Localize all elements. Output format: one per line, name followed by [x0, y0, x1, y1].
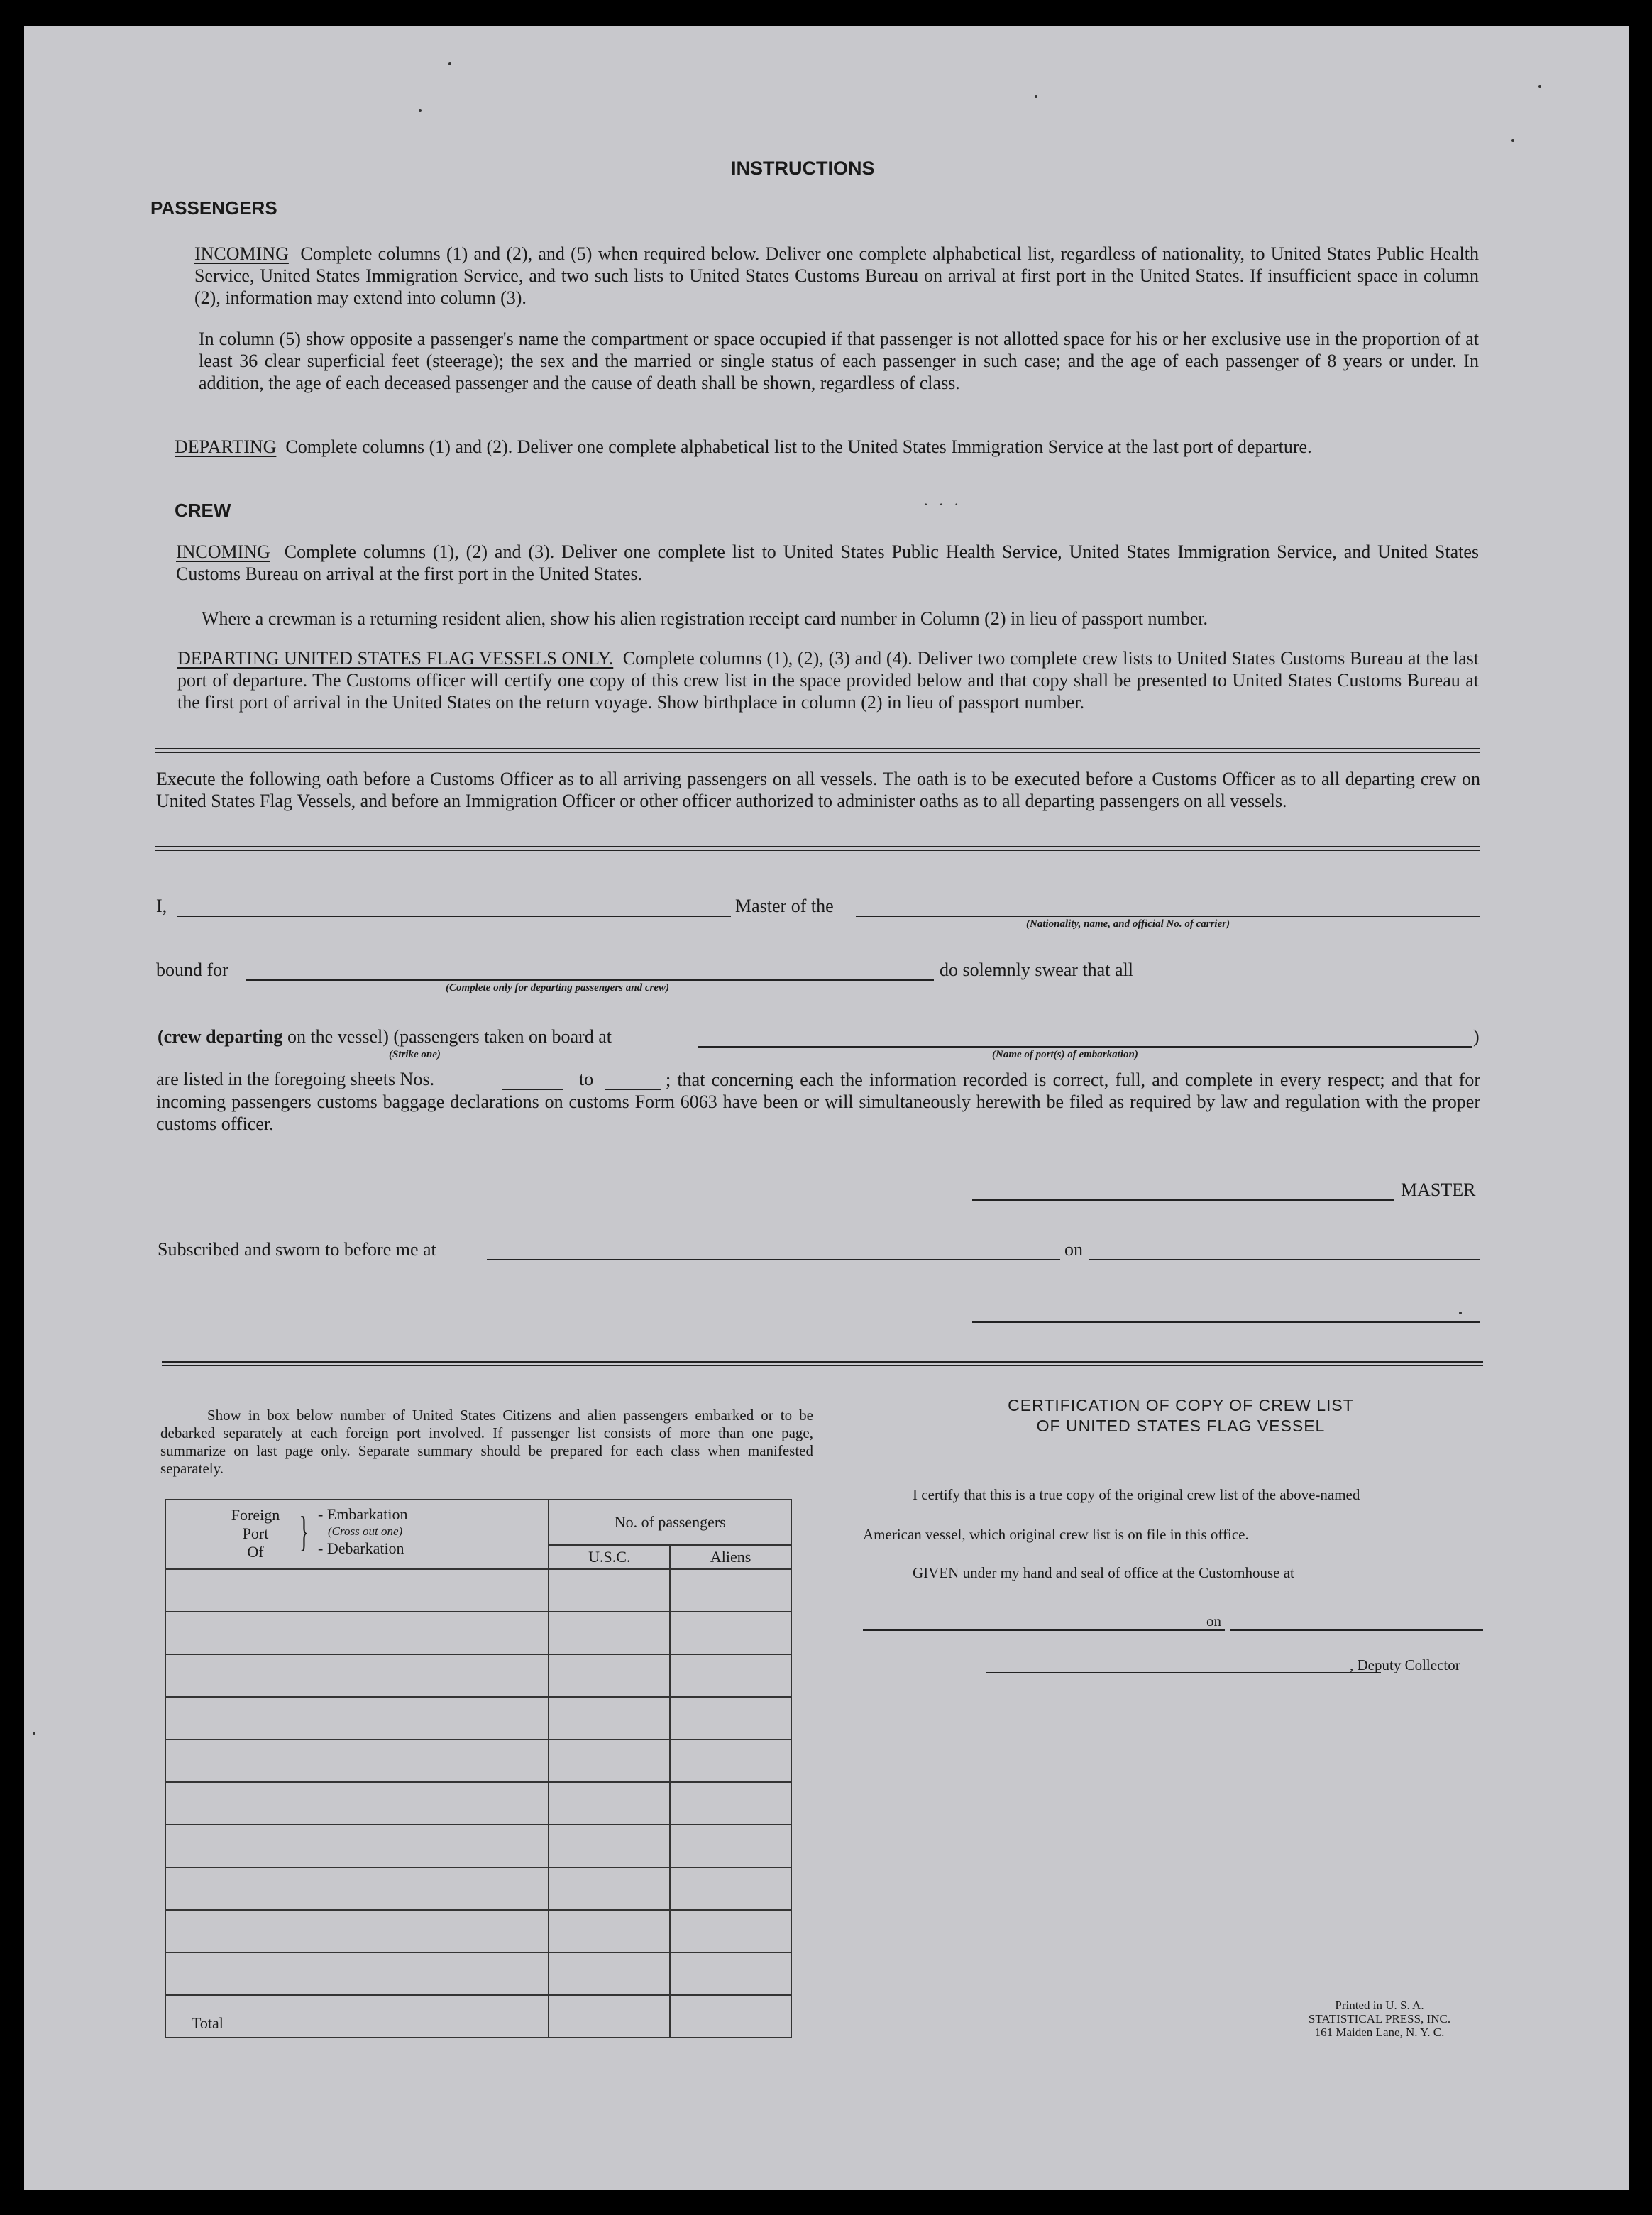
given-line: GIVEN under my hand and seal of office at the Customhouse at	[913, 1564, 1294, 1581]
master-name-field[interactable]	[177, 916, 731, 917]
aliens-cell[interactable]	[670, 1782, 791, 1825]
port-cell[interactable]	[165, 1569, 549, 1612]
usc-cell[interactable]	[549, 1782, 670, 1825]
port-cell[interactable]	[165, 1782, 549, 1825]
officer-signature-field[interactable]	[972, 1321, 1480, 1323]
printer-imprint	[1287, 1999, 1472, 2039]
oath-i-label: I,	[156, 896, 167, 916]
divider-line	[155, 748, 1480, 753]
sworn-on-label: on	[1064, 1239, 1083, 1260]
crew-departing-paragraph	[177, 647, 1479, 713]
ports-caption: (Name of port(s) of embarkation)	[992, 1049, 1138, 1060]
deputy-signature-field[interactable]	[986, 1672, 1381, 1673]
summary-instructions: Show in box below number of United States Citizens and alien passengers embarked or to be debarked separately at each foreign port involved. If passenger list consists of more than one page, summarize on last page only. Separate summary should be prepared for each class when manifested separately.	[160, 1407, 813, 1477]
aliens-cell[interactable]	[670, 1612, 791, 1654]
deputy-collector-label: , Deputy Collector	[1350, 1656, 1460, 1673]
port-label: Port	[242, 1524, 269, 1542]
sworn-date-field[interactable]	[1089, 1259, 1480, 1260]
bound-for-caption: (Complete only for departing passengers and crew)	[446, 982, 669, 994]
aliens-total-cell[interactable]	[670, 1995, 791, 2038]
swear-text: do solemnly swear that all	[940, 960, 1133, 980]
speck-mark	[419, 109, 422, 112]
port-cell[interactable]	[165, 1910, 549, 1952]
sworn-place-field[interactable]	[487, 1259, 1060, 1260]
port-cell[interactable]	[165, 1654, 549, 1697]
port-cell[interactable]	[165, 1697, 549, 1739]
customhouse-field[interactable]	[863, 1629, 1225, 1631]
speck-mark	[448, 62, 451, 65]
usc-cell[interactable]	[549, 1654, 670, 1697]
passengers-departing-text: Complete columns (1) and (2). Deliver one complete alphabetical list to the United States Immigration Service at the last port of departure.	[285, 436, 1312, 457]
speck-mark	[1511, 139, 1514, 142]
passengers-taken-option: (passengers taken on board at	[393, 1026, 612, 1047]
crew-departing-option: (crew departing	[158, 1026, 283, 1047]
crew-departing-text: Complete columns (1), (2), (3) and (4). Deliver two complete crew lists to United States Customs Bureau at the last port of departure. The Customs officer will certify one copy of this crew list in the space provided below and that copy shall be presented to United States Customs Bureau at the first port of arrival in the United States on the return voyage. Show birthplace in column (2) in lieu of passport number.	[177, 648, 1479, 713]
passengers-incoming-text: Complete columns (1) and (2), and (5) when required below. Deliver one complete alphabetical list, regardless of nationality, to United States Public Health Service, United States Immigration Service, and two such lists to United States Customs Bureau on arrival at first port in the United States. If insufficient space in column (2), information may extend into column (3).	[194, 243, 1480, 308]
certify-line1: I certify that this is a true copy of the original crew list of the above-named	[913, 1486, 1360, 1503]
speck-mark	[1538, 85, 1541, 88]
master-signature-field[interactable]	[972, 1199, 1394, 1201]
aliens-cell[interactable]	[670, 1739, 791, 1782]
port-cell[interactable]	[165, 1825, 549, 1867]
close-paren: )	[1473, 1026, 1480, 1047]
cross-out-caption: (Cross out one)	[328, 1524, 403, 1538]
foreign-label: Foreign	[231, 1506, 280, 1524]
foreign-port-header	[165, 1500, 549, 1569]
debarkation-option: - Debarkation	[318, 1539, 404, 1557]
usc-cell[interactable]	[549, 1952, 670, 1995]
speck-mark	[33, 1732, 35, 1735]
certification-title	[876, 1395, 1486, 1436]
incoming-label: INCOMING	[194, 243, 289, 264]
no-of-passengers-header: No. of passengers	[549, 1500, 791, 1545]
port-cell[interactable]	[165, 1867, 549, 1910]
of-label: Of	[247, 1543, 264, 1561]
crew-resident-paragraph: Where a crewman is a returning resident alien, show his alien registration receipt card number in Column (2) in lieu of passport number.	[202, 608, 1208, 629]
usc-cell[interactable]	[549, 1867, 670, 1910]
usc-cell[interactable]	[549, 1739, 670, 1782]
embarkation-port-field[interactable]	[698, 1046, 1472, 1048]
crew-departing-label: DEPARTING UNITED STATES FLAG VESSELS ONLY.	[177, 648, 614, 669]
document-page	[24, 26, 1629, 2190]
certification-title-line2: OF UNITED STATES FLAG VESSEL	[1036, 1417, 1326, 1435]
total-label: Total	[165, 1995, 549, 2038]
divider-line	[155, 846, 1480, 851]
printer-line3: 161 Maiden Lane, N. Y. C.	[1314, 2026, 1445, 2039]
on-the-vessel-text: on the vessel)	[287, 1026, 389, 1047]
usc-cell[interactable]	[549, 1569, 670, 1612]
bound-for-label: bound for	[156, 960, 228, 980]
embarkation-option: - Embarkation	[318, 1505, 408, 1523]
aliens-cell[interactable]	[670, 1654, 791, 1697]
oath-statement: ; that concerning each the information recorded is correct, full, and complete in every respect; and that for incoming passengers customs baggage declarations on customs Form 6063 have been or will simultaneously herewith be filed as required by law and regulation with the proper customs officer.	[156, 1070, 1480, 1134]
aliens-header: Aliens	[670, 1545, 791, 1569]
oath-instructions: Execute the following oath before a Customs Officer as to all arriving passengers on all vessels. The oath is to be executed before a Customs Officer as to all departing crew on United States Flag Vessels, and before an Immigration Officer or other officer authorized to administer oaths as to all departing passengers on all vessels.	[156, 769, 1480, 811]
page-title: INSTRUCTIONS	[731, 158, 875, 179]
crew-heading: CREW	[175, 500, 231, 521]
subscribed-label: Subscribed and sworn to before me at	[158, 1239, 436, 1260]
speck-mark	[1459, 1312, 1462, 1314]
aliens-cell[interactable]	[670, 1697, 791, 1739]
certification-title-line1: CERTIFICATION OF COPY OF CREW LIST	[1008, 1396, 1354, 1414]
strike-one-line	[158, 1026, 612, 1048]
certification-on-label: on	[1206, 1612, 1221, 1629]
port-cell[interactable]	[165, 1739, 549, 1782]
sheets-prefix: are listed in the foregoing sheets Nos.	[156, 1069, 435, 1089]
dot-marks: ...	[924, 491, 970, 509]
carrier-field[interactable]	[856, 916, 1480, 917]
crew-incoming-text: Complete columns (1), (2) and (3). Deliver one complete list to United States Public Health Service, United States Immigration Service, and United States Customs Bureau on arrival at the first port in the United States.	[176, 542, 1479, 584]
usc-cell[interactable]	[549, 1697, 670, 1739]
master-label: MASTER	[1401, 1180, 1476, 1200]
passengers-heading: PASSENGERS	[150, 197, 277, 219]
column5-paragraph: In column (5) show opposite a passenger's name the compartment or space occupied if that passenger is not allotted space for his or her exclusive use in the proportion of at least 36 clear superficial feet (steerage); the sex and the married or single status of each passenger in such case; and the age of each passenger of 8 years or under. In addition, the age of each deceased passenger and the cause of death shall be shown, regardless of class.	[199, 329, 1479, 393]
aliens-cell[interactable]	[670, 1569, 791, 1612]
passengers-departing-paragraph	[175, 436, 1479, 458]
printer-line2: STATISTICAL PRESS, INC.	[1308, 2012, 1451, 2026]
bound-for-field[interactable]	[246, 979, 934, 981]
passengers-incoming-paragraph	[194, 243, 1479, 309]
aliens-cell[interactable]	[670, 1910, 791, 1952]
brace-mark: }	[299, 1508, 309, 1555]
crew-incoming-label: INCOMING	[176, 542, 270, 562]
aliens-cell[interactable]	[670, 1867, 791, 1910]
certification-date-field[interactable]	[1230, 1629, 1483, 1631]
usc-total-cell[interactable]	[549, 1995, 670, 2038]
usc-cell[interactable]	[549, 1910, 670, 1952]
port-cell[interactable]	[165, 1952, 549, 1995]
certify-line2: American vessel, which original crew list is on file in this office.	[863, 1526, 1249, 1543]
speck-mark	[1035, 95, 1037, 98]
aliens-cell[interactable]	[670, 1825, 791, 1867]
departing-label: DEPARTING	[175, 436, 277, 457]
to-label: to	[579, 1069, 594, 1089]
divider-line	[162, 1361, 1483, 1366]
strike-one-caption: (Strike one)	[389, 1049, 441, 1060]
usc-cell[interactable]	[549, 1612, 670, 1654]
usc-cell[interactable]	[549, 1825, 670, 1867]
port-cell[interactable]	[165, 1612, 549, 1654]
usc-header: U.S.C.	[549, 1545, 670, 1569]
printer-line1: Printed in U. S. A.	[1335, 1999, 1424, 2012]
aliens-cell[interactable]	[670, 1952, 791, 1995]
carrier-caption: (Nationality, name, and official No. of carrier)	[1026, 918, 1230, 930]
crew-incoming-paragraph	[176, 541, 1479, 585]
master-of-the-label: Master of the	[735, 896, 834, 916]
passenger-summary-table	[165, 1499, 792, 2038]
